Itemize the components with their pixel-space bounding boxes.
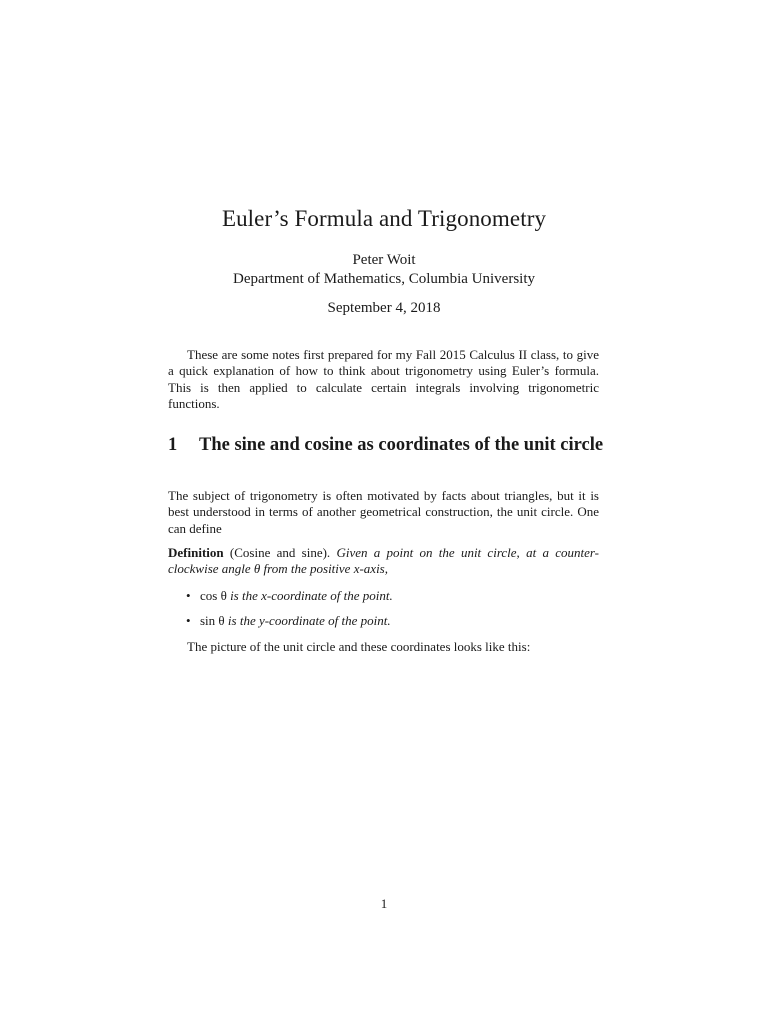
definition-qualifier: (Cosine and sine). bbox=[223, 545, 331, 560]
page-number: 1 bbox=[380, 896, 388, 911]
bullet-icon: • bbox=[186, 588, 191, 603]
list-item bbox=[186, 588, 606, 604]
bullet-text: is the x-coordinate of the point. bbox=[226, 588, 393, 603]
abstract: These are some notes first prepared for my Fall 2015 Calculus II class, to give a quick explanation of how to think about trigonometry using Euler’s formula. This is then applied to calculate certain integrals involving trigonometric functions. bbox=[168, 347, 599, 412]
body-paragraph: The subject of trigonometry is often motivated by facts about triangles, but it is best understood in terms of another geometrical construction, the unit circle. One can define bbox=[168, 488, 599, 536]
section-number: 1 bbox=[168, 435, 178, 455]
definition-block bbox=[168, 545, 599, 578]
bullet-math: sin θ bbox=[200, 613, 225, 628]
paper-title: Euler’s Formula and Trigonometry bbox=[221, 206, 547, 231]
paper-date: September 4, 2018 bbox=[327, 300, 441, 316]
author-name: Peter Woit bbox=[352, 252, 416, 268]
bullet-math: cos θ bbox=[200, 588, 227, 603]
section-title: The sine and cosine as coordinates of the unit circle bbox=[199, 435, 604, 455]
author-block bbox=[0, 251, 768, 289]
author-affiliation: Department of Mathematics, Columbia University bbox=[232, 271, 535, 287]
definition-label: Definition bbox=[168, 545, 224, 560]
list-item bbox=[186, 613, 606, 629]
bullet-text: is the y-coordinate of the point. bbox=[224, 613, 391, 628]
section-heading bbox=[168, 432, 608, 458]
definition-body: Given a point on the unit circle, at a counter-clockwise angle θ from the positive x-axis, bbox=[168, 545, 599, 577]
body-paragraph-figure-intro: The picture of the unit circle and these coordinates looks like this: bbox=[187, 639, 531, 654]
bullet-icon: • bbox=[186, 613, 191, 628]
